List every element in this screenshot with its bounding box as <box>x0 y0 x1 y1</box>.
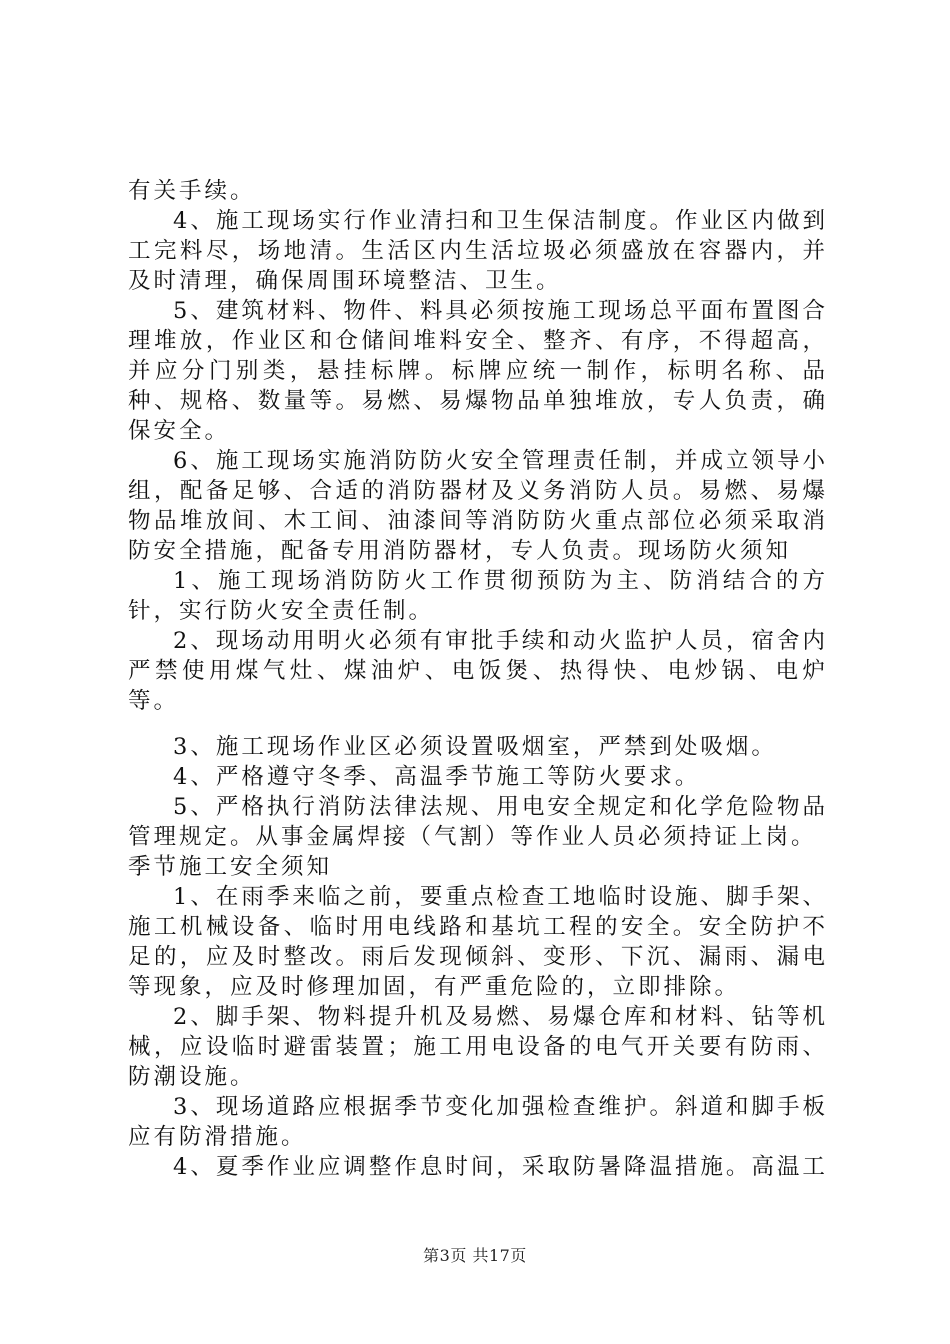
paragraph-season-3: 3、现场道路应根据季节变化加强检查维护。斜道和脚手板应有防滑措施。 <box>128 1094 828 1150</box>
paragraph-item-5-materials: 5、建筑材料、物件、料具必须按施工现场总平面布置图合理堆放，作业区和仓储间堆料安全、整齐、有序，不得超高，并应分门别类，悬挂标牌。标牌应统一制作，标明名称、品种、规格、数量等。易燃、易爆物品单独堆放，专人负责，确保安全。 <box>128 298 828 444</box>
paragraph-item-6-fire-safety: 6、施工现场实施消防防火安全管理责任制，并成立领导小组，配备足够、合适的消防器材及义务消防人员。易燃、易爆物品堆放间、木工间、油漆间等消防防火重点部位必须采取消防安全措施，配备专用消防器材，专人负责。现场防火须知 <box>128 448 828 564</box>
paragraph-fire-2: 2、现场动用明火必须有审批手续和动火监护人员，宿舍内严禁使用煤气灶、煤油炉、电饭煲、热得快、电炒锅、电炉等。 <box>128 628 828 714</box>
paragraph-season-2: 2、脚手架、物料提升机及易燃、易爆仓库和材料、钻等机械，应设临时避雷装置；施工用电设备的电气开关要有防雨、防潮设施。 <box>128 1004 828 1090</box>
paragraph-season-4: 4、夏季作业应调整作息时间，采取防暑降温措施。高温工 <box>173 1154 828 1180</box>
body-text <box>128 176 828 1182</box>
paragraph-fire-1: 1、施工现场消防防火工作贯彻预防为主、防消结合的方针，实行防火安全责任制。 <box>128 568 828 624</box>
paragraph-gap <box>128 716 828 732</box>
paragraph-continuation: 有关手续。 <box>128 178 256 204</box>
paragraph-fire-5: 5、严格执行消防法律法规、用电安全规定和化学危险物品管理规定。从事金属焊接（气割）等作业人员必须持证上岗。 <box>128 794 828 850</box>
page-footer: 第3页 共17页 <box>423 1246 527 1265</box>
paragraph-fire-3: 3、施工现场作业区必须设置吸烟室，严禁到处吸烟。 <box>173 734 777 760</box>
paragraph-season-1: 1、在雨季来临之前，要重点检查工地临时设施、脚手架、施工机械设备、临时用电线路和基坑工程的安全。安全防护不足的，应及时整改。雨后发现倾斜、变形、下沉、漏雨、漏电等现象，应及时修理加固，有严重危险的，立即排除。 <box>128 884 828 1000</box>
paragraph-fire-4: 4、严格遵守冬季、高温季节施工等防火要求。 <box>173 764 701 790</box>
paragraph-item-4-cleaning: 4、施工现场实行作业清扫和卫生保洁制度。作业区内做到工完料尽，场地清。生活区内生活垃圾必须盛放在容器内，并及时清理，确保周围环境整洁、卫生。 <box>128 208 828 294</box>
section-heading-seasonal: 季节施工安全须知 <box>128 854 333 880</box>
